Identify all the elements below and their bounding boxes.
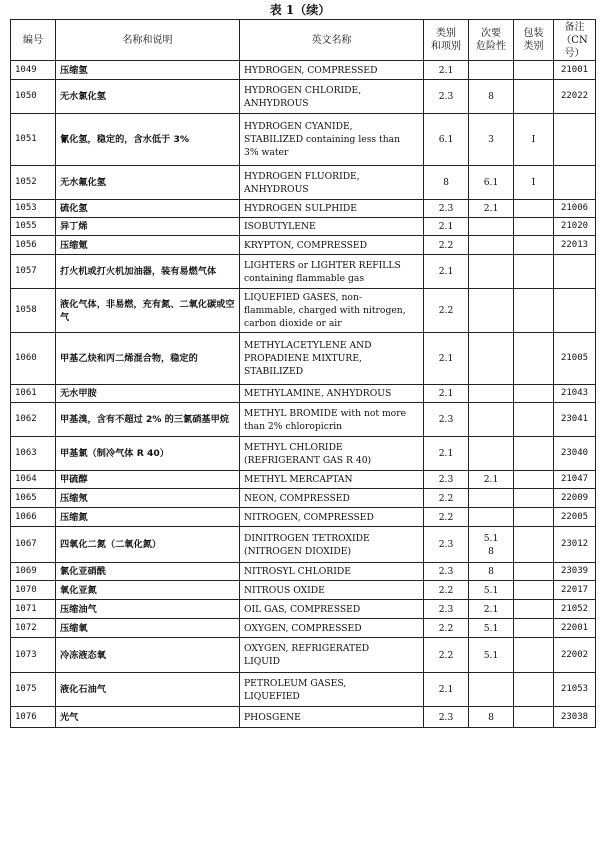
row-class: 6.1: [424, 114, 469, 166]
row-packing-group: [514, 255, 554, 289]
row-english-name: ISOBUTYLENE: [240, 218, 424, 236]
row-secondary-hazard: [469, 61, 514, 80]
row-chinese-name: 压缩氧: [56, 619, 240, 638]
header-secondary-line2: 危险性: [476, 41, 506, 52]
row-chinese-name: 冷冻液态氧: [56, 638, 240, 673]
row-english-name: NITROSYL CHLORIDE: [240, 563, 424, 581]
row-class: 2.2: [424, 289, 469, 333]
row-secondary-hazard: 8: [469, 80, 514, 114]
row-cn-number: 21006: [554, 200, 596, 218]
row-class: 2.3: [424, 527, 469, 563]
row-class: 2.2: [424, 581, 469, 600]
row-packing-group: [514, 508, 554, 527]
header-packing: [514, 20, 554, 61]
row-class: 2.1: [424, 61, 469, 80]
row-chinese-name: 无水氯化氢: [56, 80, 240, 114]
row-cn-number: 21005: [554, 333, 596, 385]
header-secondary: [469, 20, 514, 61]
row-class: 2.2: [424, 489, 469, 508]
row-chinese-name: 甲硫醇: [56, 471, 240, 489]
row-english-name: METHYL MERCAPTAN: [240, 471, 424, 489]
row-chinese-name: 氰化氢，稳定的，含水低于 3%: [56, 114, 240, 166]
row-secondary-hazard: [469, 437, 514, 471]
row-english-name: LIGHTERS or LIGHTER REFILLS containing flammable gas: [240, 255, 424, 289]
row-secondary-hazard: 5.1: [469, 581, 514, 600]
row-number: 1057: [11, 255, 56, 289]
row-english-name: HYDROGEN, COMPRESSED: [240, 61, 424, 80]
row-number: 1058: [11, 289, 56, 333]
dangerous-goods-table: [10, 19, 596, 728]
row-packing-group: [514, 673, 554, 707]
row-packing-group: [514, 437, 554, 471]
row-secondary-hazard: [469, 489, 514, 508]
row-number: 1052: [11, 166, 56, 200]
row-class: 2.3: [424, 563, 469, 581]
row-number: 1076: [11, 707, 56, 728]
row-english-name: METHYL BROMIDE with not more than 2% chloropicrin: [240, 403, 424, 437]
row-chinese-name: 液化石油气: [56, 673, 240, 707]
row-number: 1069: [11, 563, 56, 581]
row-packing-group: [514, 236, 554, 255]
table-row: [11, 437, 596, 471]
table-row: [11, 527, 596, 563]
row-chinese-name: 甲基氯（制冷气体 R 40）: [56, 437, 240, 471]
row-cn-number: 22022: [554, 80, 596, 114]
row-chinese-name: 无水甲胺: [56, 385, 240, 403]
row-class: 2.2: [424, 236, 469, 255]
table-row: [11, 600, 596, 619]
row-chinese-name: 氧化亚氮: [56, 581, 240, 600]
table-row: [11, 333, 596, 385]
row-chinese-name: 异丁烯: [56, 218, 240, 236]
row-english-name: NITROGEN, COMPRESSED: [240, 508, 424, 527]
row-class: 2.1: [424, 218, 469, 236]
row-number: 1050: [11, 80, 56, 114]
row-number: 1063: [11, 437, 56, 471]
row-secondary-hazard: [469, 673, 514, 707]
row-packing-group: I: [514, 166, 554, 200]
row-chinese-name: 四氧化二氮（二氧化氮）: [56, 527, 240, 563]
row-class: 2.1: [424, 385, 469, 403]
row-english-name: OXYGEN, REFRIGERATED LIQUID: [240, 638, 424, 673]
row-chinese-name: 硫化氢: [56, 200, 240, 218]
row-number: 1062: [11, 403, 56, 437]
row-english-name: NEON, COMPRESSED: [240, 489, 424, 508]
row-secondary-hazard: 5.1: [469, 619, 514, 638]
table-header-row: [11, 20, 596, 61]
row-secondary-hazard: [469, 333, 514, 385]
row-number: 1049: [11, 61, 56, 80]
row-packing-group: [514, 600, 554, 619]
row-secondary-hazard: 2.1: [469, 471, 514, 489]
row-chinese-name: 压缩氪: [56, 236, 240, 255]
table-row: [11, 200, 596, 218]
row-secondary-hazard: 8: [469, 563, 514, 581]
row-class: 8: [424, 166, 469, 200]
table-row: [11, 707, 596, 728]
row-number: 1070: [11, 581, 56, 600]
row-number: 1066: [11, 508, 56, 527]
row-cn-number: [554, 114, 596, 166]
table-row: [11, 471, 596, 489]
table-row: [11, 61, 596, 80]
row-cn-number: 23038: [554, 707, 596, 728]
table-row: [11, 385, 596, 403]
table-row: [11, 638, 596, 673]
row-secondary-hazard: [469, 236, 514, 255]
row-packing-group: [514, 289, 554, 333]
row-chinese-name: 甲基溴，含有不超过 2% 的三氯硝基甲烷: [56, 403, 240, 437]
row-english-name: HYDROGEN CYANIDE, STABILIZED containing less than 3% water: [240, 114, 424, 166]
row-class: 2.3: [424, 200, 469, 218]
row-english-name: LIQUEFIED GASES, non- flammable, charged with nitrogen, carbon dioxide or air: [240, 289, 424, 333]
row-class: 2.2: [424, 508, 469, 527]
row-number: 1067: [11, 527, 56, 563]
row-class: 2.3: [424, 80, 469, 114]
row-chinese-name: 压缩油气: [56, 600, 240, 619]
row-number: 1064: [11, 471, 56, 489]
header-remark-line2: （CN 号）: [561, 34, 588, 59]
header-number: 编号: [11, 20, 56, 61]
table-row: [11, 218, 596, 236]
row-class: 2.3: [424, 600, 469, 619]
row-number: 1060: [11, 333, 56, 385]
row-english-name: HYDROGEN FLUORIDE, ANHYDROUS: [240, 166, 424, 200]
row-cn-number: 23012: [554, 527, 596, 563]
row-number: 1051: [11, 114, 56, 166]
row-class: 2.1: [424, 333, 469, 385]
row-secondary-hazard: [469, 385, 514, 403]
row-cn-number: 23040: [554, 437, 596, 471]
row-chinese-name: 压缩氮: [56, 508, 240, 527]
table-body: [11, 61, 596, 728]
table-row: [11, 489, 596, 508]
row-packing-group: [514, 200, 554, 218]
row-number: 1061: [11, 385, 56, 403]
row-class: 2.2: [424, 638, 469, 673]
table-row: [11, 114, 596, 166]
row-secondary-hazard: 2.1: [469, 200, 514, 218]
row-packing-group: [514, 471, 554, 489]
table-row: [11, 255, 596, 289]
row-secondary-hazard: [469, 527, 514, 563]
table-row: [11, 403, 596, 437]
row-packing-group: [514, 619, 554, 638]
header-secondary-line1: 次要: [481, 28, 501, 39]
row-secondary-hazard: [469, 255, 514, 289]
row-cn-number: 21001: [554, 61, 596, 80]
row-number: 1053: [11, 200, 56, 218]
row-cn-number: 22013: [554, 236, 596, 255]
row-english-name: METHYL CHLORIDE (REFRIGERANT GAS R 40): [240, 437, 424, 471]
row-cn-number: 23039: [554, 563, 596, 581]
row-secondary-hazard: 6.1: [469, 166, 514, 200]
row-packing-group: [514, 581, 554, 600]
row-secondary-hazard: 2.1: [469, 600, 514, 619]
header-remark-line1: 备注: [564, 21, 585, 33]
row-secondary-hazard: [469, 289, 514, 333]
row-english-name: METHYLAMINE, ANHYDROUS: [240, 385, 424, 403]
table-row: [11, 563, 596, 581]
header-remark: [554, 20, 596, 61]
row-cn-number: 21052: [554, 600, 596, 619]
row-cn-number: 21043: [554, 385, 596, 403]
row-chinese-name: 光气: [56, 707, 240, 728]
row-number: 1072: [11, 619, 56, 638]
row-chinese-name: 氯化亚硝酰: [56, 563, 240, 581]
row-cn-number: [554, 289, 596, 333]
row-english-name: KRYPTON, COMPRESSED: [240, 236, 424, 255]
row-english-name: NITROUS OXIDE: [240, 581, 424, 600]
row-class: 2.1: [424, 255, 469, 289]
row-secondary-hazard: [469, 218, 514, 236]
row-packing-group: [514, 333, 554, 385]
row-secondary-hazard: 5.1: [469, 638, 514, 673]
row-class: 2.3: [424, 403, 469, 437]
row-packing-group: [514, 385, 554, 403]
header-packing-line1: 包装: [523, 28, 544, 39]
table-row: [11, 80, 596, 114]
row-chinese-name: 打火机或打火机加油器，装有易燃气体: [56, 255, 240, 289]
table-row: [11, 508, 596, 527]
row-cn-number: 21020: [554, 218, 596, 236]
row-english-name: DINITROGEN TETROXIDE (NITROGEN DIOXIDE): [240, 527, 424, 563]
table-row: [11, 289, 596, 333]
row-number: 1075: [11, 673, 56, 707]
row-class: 2.1: [424, 673, 469, 707]
table-row: [11, 236, 596, 255]
header-name: 名称和说明: [56, 20, 240, 61]
row-english-name: PETROLEUM GASES, LIQUEFIED: [240, 673, 424, 707]
row-secondary-hazard: 3: [469, 114, 514, 166]
row-class: 2.3: [424, 707, 469, 728]
row-chinese-name: 压缩氢: [56, 61, 240, 80]
row-secondary-hazard-additional: 8: [488, 545, 494, 557]
row-secondary-hazard-primary: 5.1: [483, 532, 499, 544]
row-packing-group: [514, 61, 554, 80]
row-packing-group: [514, 403, 554, 437]
row-class: 2.1: [424, 437, 469, 471]
header-packing-line2: 类别: [523, 41, 544, 52]
row-packing-group: [514, 218, 554, 236]
row-class: 2.3: [424, 471, 469, 489]
row-chinese-name: 液化气体，非易燃，充有氮、二氧化碳或空气: [56, 289, 240, 333]
row-packing-group: [514, 527, 554, 563]
table-row: [11, 581, 596, 600]
row-packing-group: [514, 638, 554, 673]
row-cn-number: 22002: [554, 638, 596, 673]
table-row: [11, 166, 596, 200]
row-packing-group: [514, 489, 554, 508]
row-number: 1065: [11, 489, 56, 508]
row-cn-number: 22017: [554, 581, 596, 600]
row-english-name: HYDROGEN CHLORIDE, ANHYDROUS: [240, 80, 424, 114]
row-english-name: OXYGEN, COMPRESSED: [240, 619, 424, 638]
row-cn-number: [554, 255, 596, 289]
row-number: 1056: [11, 236, 56, 255]
row-english-name: PHOSGENE: [240, 707, 424, 728]
row-secondary-hazard: 8: [469, 707, 514, 728]
row-english-name: METHYLACETYLENE AND PROPADIENE MIXTURE, STABILIZED: [240, 333, 424, 385]
row-cn-number: [554, 166, 596, 200]
row-cn-number: 21047: [554, 471, 596, 489]
row-number: 1073: [11, 638, 56, 673]
row-cn-number: 21053: [554, 673, 596, 707]
row-cn-number: 22001: [554, 619, 596, 638]
row-packing-group: [514, 80, 554, 114]
row-secondary-hazard: [469, 403, 514, 437]
row-chinese-name: 无水氟化氢: [56, 166, 240, 200]
table-row: [11, 673, 596, 707]
row-packing-group: I: [514, 114, 554, 166]
row-english-name: OIL GAS, COMPRESSED: [240, 600, 424, 619]
row-chinese-name: 甲基乙炔和丙二烯混合物，稳定的: [56, 333, 240, 385]
row-english-name: HYDROGEN SULPHIDE: [240, 200, 424, 218]
table-row: [11, 619, 596, 638]
row-cn-number: 22005: [554, 508, 596, 527]
row-packing-group: [514, 563, 554, 581]
row-number: 1071: [11, 600, 56, 619]
table-caption: 表 1（续）: [269, 3, 331, 17]
header-english: 英文名称: [240, 20, 424, 61]
row-chinese-name: 压缩氖: [56, 489, 240, 508]
header-class: [424, 20, 469, 61]
row-cn-number: 23041: [554, 403, 596, 437]
row-class: 2.2: [424, 619, 469, 638]
row-packing-group: [514, 707, 554, 728]
row-number: 1055: [11, 218, 56, 236]
row-secondary-hazard: [469, 508, 514, 527]
header-class-line2: 和项别: [431, 41, 461, 52]
row-cn-number: 22009: [554, 489, 596, 508]
header-class-line1: 类别: [436, 28, 456, 39]
